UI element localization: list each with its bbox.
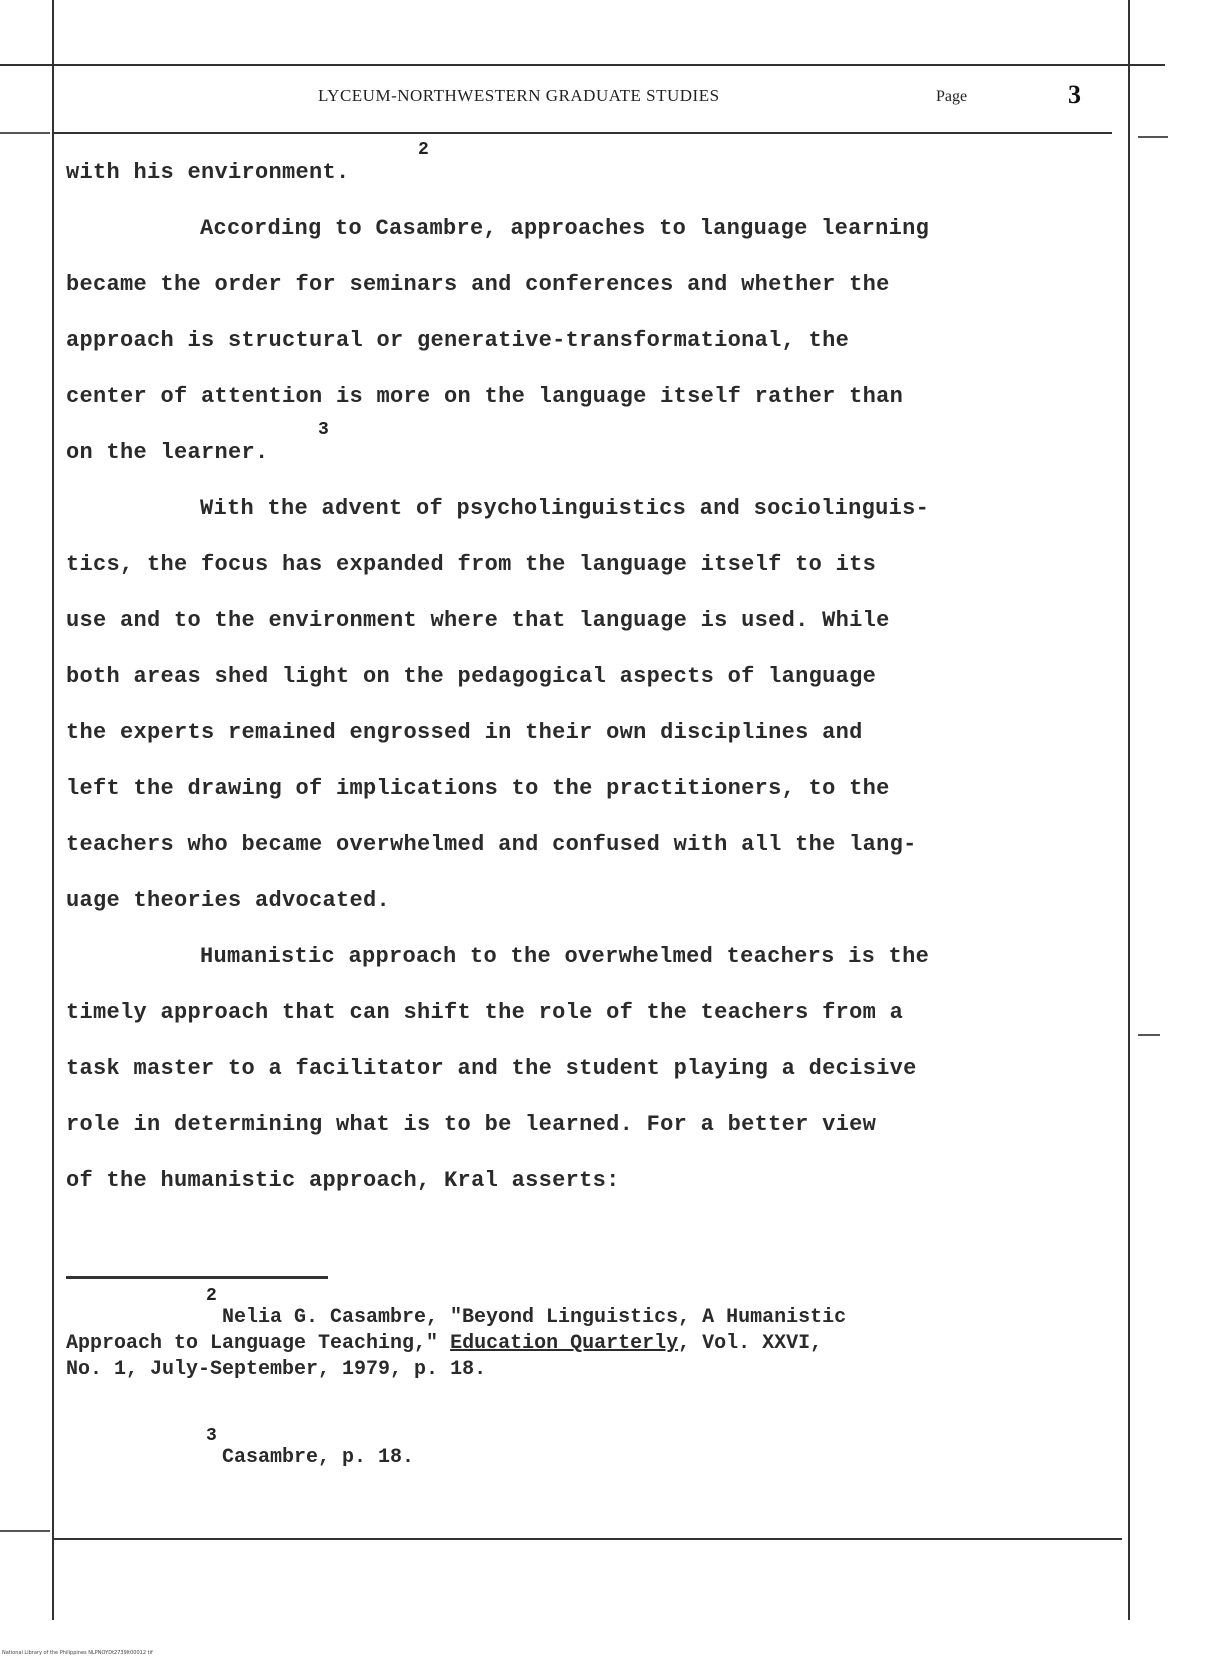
page-label: Page [936, 88, 968, 105]
footnote-text: , Vol. XXVI, [678, 1332, 823, 1355]
body-line: task master to a facilitator and the student playing a decisive [66, 1056, 917, 1081]
running-header-title: LYCEUM-NORTHWESTERN GRADUATE STUDIES [318, 86, 720, 105]
scan-metadata: National Library of the Philippines NLPNOYDt2739lt00012 tif [2, 1650, 153, 1656]
body-line: role in determining what is to be learned. For a better view [66, 1112, 877, 1137]
journal-title: Education Quarterly [450, 1332, 679, 1355]
body-line [66, 440, 1106, 465]
header-underline [52, 132, 1112, 134]
body-line: tics, the focus has expanded from the language itself to its [66, 552, 877, 577]
bottom-rule [52, 1538, 1122, 1540]
body-line: both areas shed light on the pedagogical aspects of language [66, 664, 877, 689]
body-line [66, 160, 1106, 185]
body-line: timely approach that can shift the role of the teachers from a [66, 1000, 904, 1025]
right-margin-line [1128, 0, 1130, 1620]
top-rule [0, 64, 1165, 66]
footnote-separator [66, 1276, 328, 1279]
body-line: With the advent of psycholinguistics and sociolinguis- [200, 496, 930, 521]
body-line: the experts remained engrossed in their own disciplines and [66, 720, 863, 745]
footnote-2-line: Nelia G. Casambre, "Beyond Linguistics, A Humanistic [222, 1306, 847, 1329]
body-line: According to Casambre, approaches to language learning [200, 216, 930, 241]
footnote-2-line: No. 1, July-September, 1979, p. 18. [66, 1358, 487, 1381]
body-line: became the order for seminars and conferences and whether the [66, 272, 890, 297]
left-margin-line [52, 0, 54, 1620]
body-line: use and to the environment where that language is used. While [66, 608, 890, 633]
body-text: with his environment. [66, 160, 350, 185]
body-line: uage theories advocated. [66, 888, 391, 913]
footnote-ref-2: 2 [418, 140, 429, 160]
body-line: approach is structural or generative-transformational, the [66, 328, 850, 353]
right-margin-tick [1138, 136, 1168, 138]
left-margin-tick-2 [0, 1530, 50, 1532]
body-line: left the drawing of implications to the practitioners, to the [66, 776, 890, 801]
footnote-text: Approach to Language Teaching," [66, 1332, 439, 1355]
right-margin-tick-2 [1138, 1034, 1160, 1036]
body-line: of the humanistic approach, Kral asserts: [66, 1168, 620, 1193]
left-margin-tick [0, 132, 50, 134]
body-line: teachers who became overwhelmed and confused with all the lang- [66, 832, 917, 857]
body-text: on the learner. [66, 440, 269, 465]
page-number: 3 [1068, 80, 1081, 109]
footnote-2-line [66, 1332, 822, 1355]
footnote-ref-3: 3 [318, 420, 329, 440]
footnote-mark-3: 3 [206, 1426, 217, 1446]
footnote-mark-2: 2 [206, 1286, 217, 1306]
footnote-3-line: Casambre, p. 18. [222, 1446, 415, 1469]
body-line: center of attention is more on the language itself rather than [66, 384, 904, 409]
body-line: Humanistic approach to the overwhelmed teachers is the [200, 944, 930, 969]
